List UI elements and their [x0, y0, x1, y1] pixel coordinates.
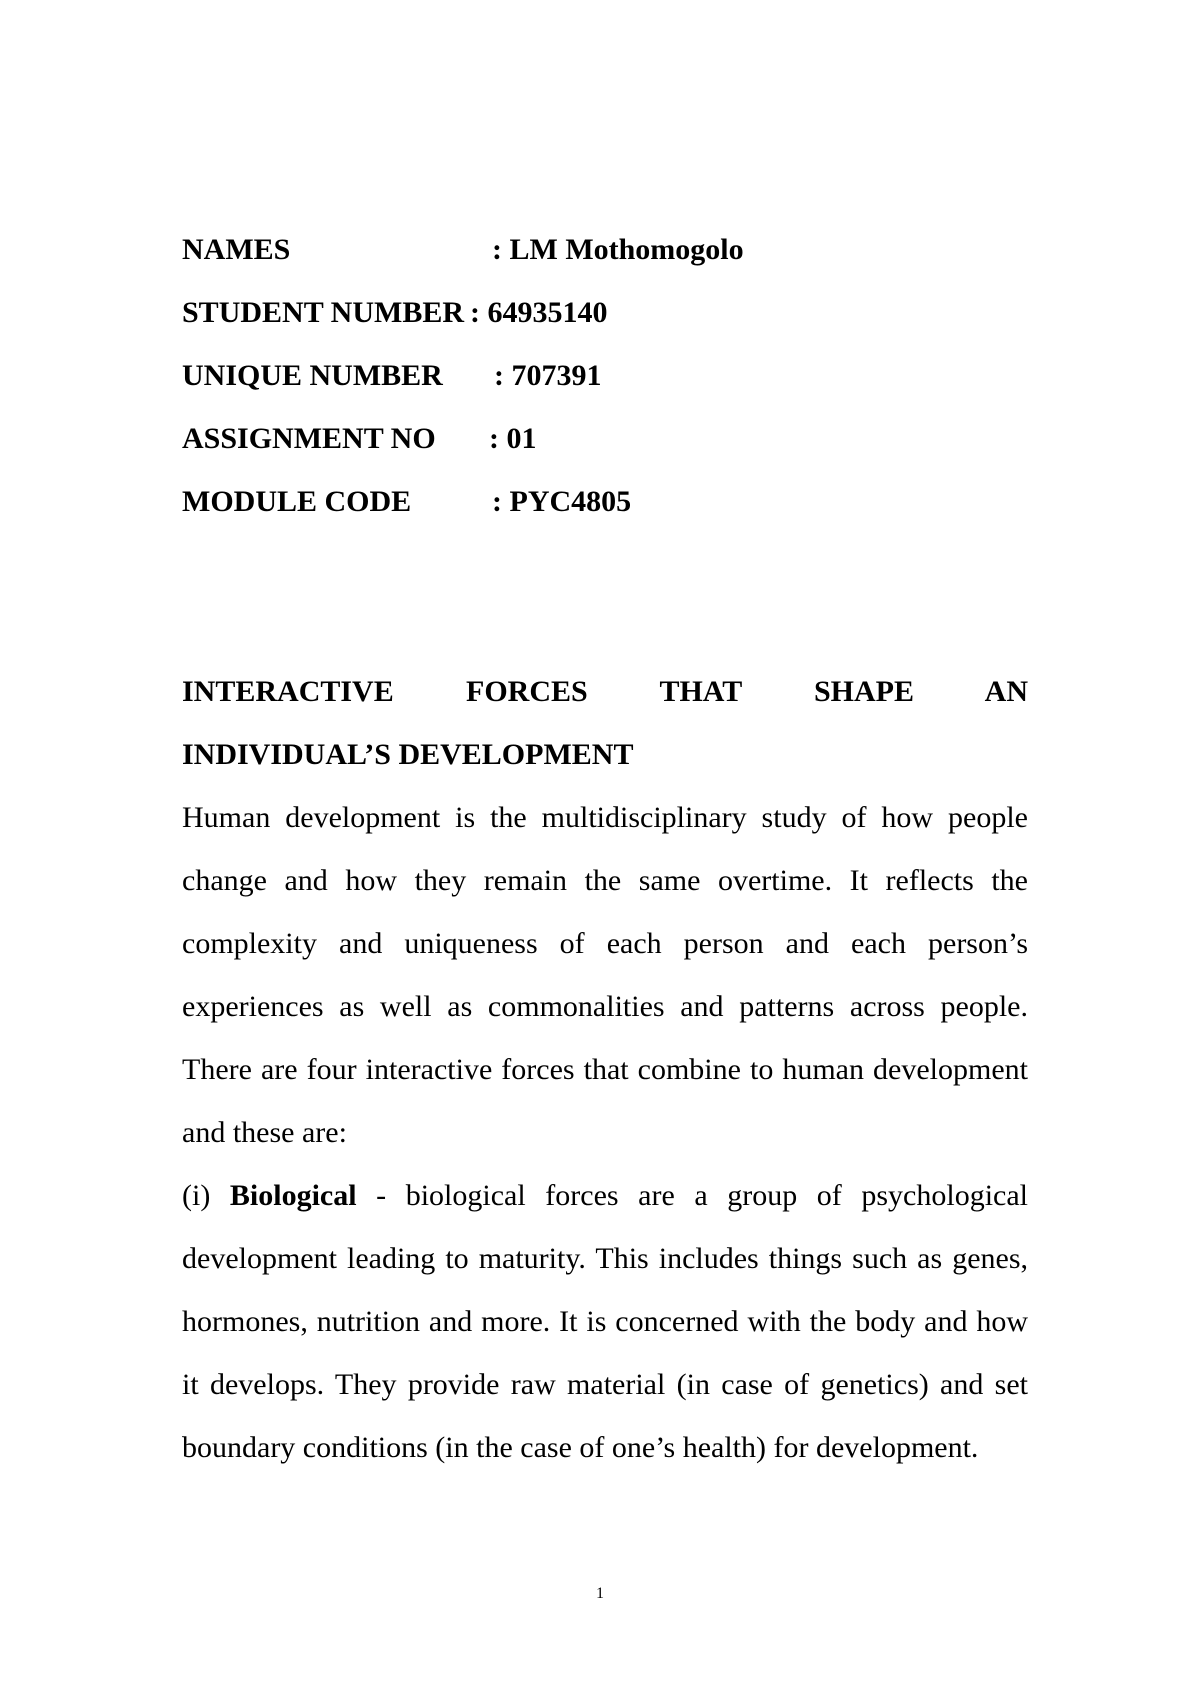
document-body	[182, 660, 1028, 1479]
student-number-value: : 64935140	[470, 295, 608, 329]
student-number-row	[182, 281, 1042, 344]
heading-line-2: INDIVIDUAL’S DEVELOPMENT	[182, 738, 634, 771]
student-number-label: STUDENT NUMBER	[182, 295, 464, 329]
intro-paragraph: Human development is the multidisciplinary study of how people change and how they remain the same overtime. It reflects the complexity and uniqueness of each person and each person’s experiences as well as commonalities and patterns across people. There are four interactive forces that combine to human development and these are:	[182, 801, 1028, 1149]
module-code-value: : PYC4805	[492, 484, 632, 518]
names-label: NAMES	[182, 232, 291, 266]
module-code-row	[182, 470, 1042, 533]
item-prefix: (i)	[182, 1179, 230, 1212]
module-code-label: MODULE CODE	[182, 484, 412, 518]
heading-line-1: INTERACTIVE FORCES THAT SHAPE AN	[182, 675, 1028, 708]
page-number: 1	[596, 1585, 604, 1602]
biological-paragraph	[182, 1164, 1028, 1479]
unique-number-row	[182, 344, 1042, 407]
biological-text: - biological forces are a group of psychological development leading to maturity. This includes things such as genes, hormones, nutrition and more. It is concerned with the body and how it develops. They provide raw material (in case of genetics) and set boundary conditions (in the case of one’s health) for development.	[182, 1179, 1028, 1464]
assignment-label: ASSIGNMENT NO	[182, 421, 436, 455]
student-details	[182, 218, 1042, 533]
assignment-row	[182, 407, 1042, 470]
names-row	[182, 218, 1042, 281]
biological-term: Biological	[229, 1179, 357, 1212]
unique-number-value: : 707391	[494, 358, 602, 392]
unique-number-label: UNIQUE NUMBER	[182, 358, 443, 392]
assignment-value: : 01	[489, 421, 537, 455]
names-value: : LM Mothomogolo	[492, 232, 744, 266]
section-heading	[182, 660, 1028, 786]
